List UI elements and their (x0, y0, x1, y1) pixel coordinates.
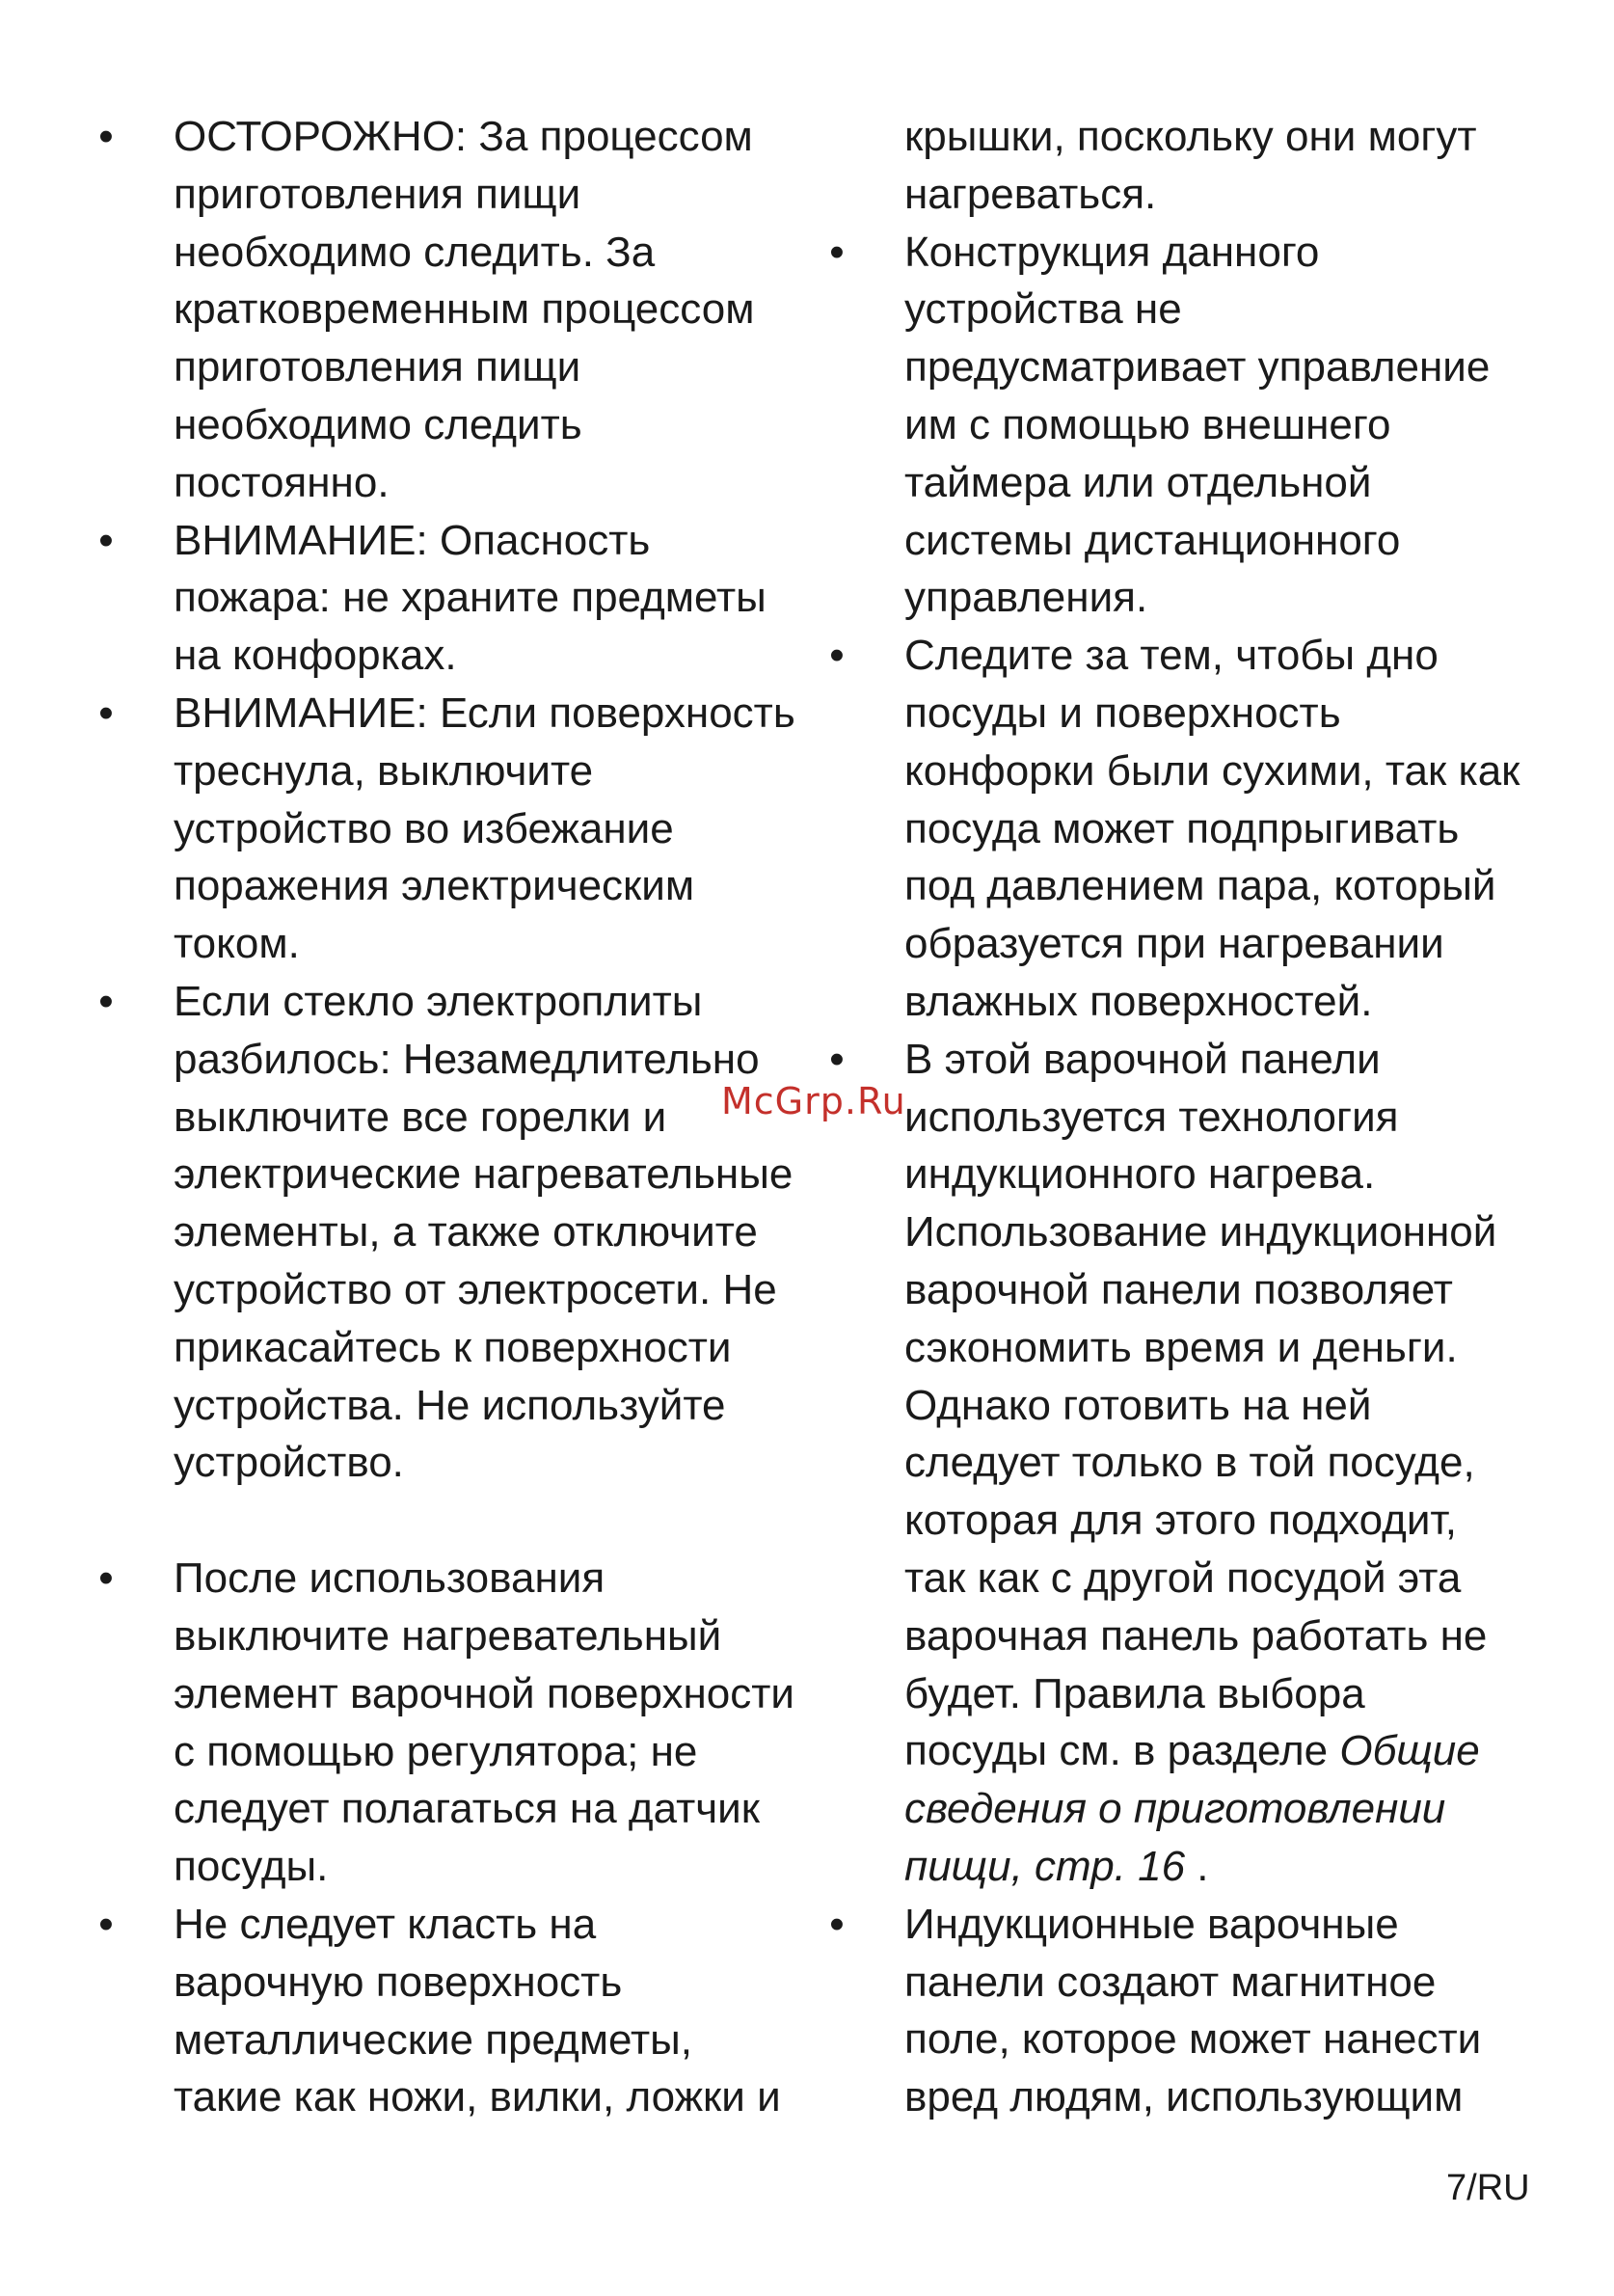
list-item (827, 627, 1541, 1031)
text-line: устройство от электросети. Не (174, 1265, 777, 1313)
spacer (96, 1492, 791, 1550)
section-reference: сведения о приготовлении (904, 1785, 1446, 1833)
left-column (96, 108, 795, 2126)
text-line: выключите все горелки и (174, 1093, 667, 1141)
text-line: следует только в той посуде, (904, 1439, 1475, 1487)
bullet: • (829, 228, 845, 276)
list-item (827, 224, 1541, 628)
list-item (827, 1031, 1541, 1896)
list-item (827, 1896, 1541, 2126)
text-line: ВНИМАНИЕ: Опасность (174, 516, 651, 564)
section-reference: Общие (1339, 1727, 1480, 1775)
text-line: Индукционные варочные (904, 1900, 1399, 1948)
text-line: поражения электрическим (174, 862, 695, 910)
text-line: под давлением пара, который (904, 862, 1496, 910)
text-line: пожара: не храните предметы (174, 574, 767, 622)
text-line: После использования (174, 1554, 605, 1603)
text-line: разбилось: Незамедлительно (174, 1035, 760, 1083)
text-line: ОСТОРОЖНО: За процессом (174, 113, 753, 160)
text-line: Следите за тем, чтобы дно (904, 632, 1439, 680)
text-line: Однако готовить на ней (904, 1381, 1372, 1429)
text-line: нагреваться. (904, 170, 1157, 218)
text-line: необходимо следить (174, 400, 582, 448)
text-line: посуды. (174, 1843, 329, 1891)
text-line: с помощью регулятора; не (174, 1727, 698, 1775)
bullet: • (829, 1900, 845, 1948)
text-line: варочную поверхность (174, 1958, 623, 2006)
text-line: которая для этого подходит, (904, 1497, 1457, 1545)
text-line: влажных поверхностей. (904, 977, 1373, 1025)
text-line: приготовления пищи (174, 170, 581, 218)
text-line: Если стекло электроплиты (174, 977, 703, 1025)
text-line: электрические нагревательные (174, 1150, 794, 1199)
continued-text (827, 108, 1541, 224)
text-line: устройства. Не используйте (174, 1381, 726, 1429)
text-line: устройства не (904, 285, 1182, 334)
text-line: металлические предметы, (174, 2015, 692, 2064)
text-line: таймера или отдельной (904, 458, 1372, 506)
list-item (96, 1550, 794, 1896)
text-line: В этой варочной панели (904, 1035, 1381, 1083)
list-item (96, 685, 795, 973)
text-line: выключите нагревательный (174, 1611, 722, 1660)
text-line: варочная панель работать не (904, 1611, 1488, 1660)
text-line: элемент варочной поверхности (174, 1669, 794, 1717)
page-number: 7/RU (1446, 2168, 1530, 2208)
text-line: им с помощью внешнего (904, 400, 1391, 448)
text-line: используется технология (904, 1093, 1399, 1141)
text-line: прикасайтесь к поверхности (174, 1323, 732, 1371)
text-line: ВНИМАНИЕ: Если поверхность (174, 689, 795, 737)
text-line: системы дистанционного (904, 516, 1401, 564)
right-column (827, 108, 1541, 2126)
page-reference: пищи, стр. 16 (904, 1842, 1186, 1890)
bullet: • (98, 516, 114, 564)
bullet: • (98, 1554, 114, 1603)
text-line: поле, которое может нанести (904, 2015, 1482, 2064)
text-line: элементы, а также отключите (174, 1208, 758, 1256)
text-line: конфорки были сухими, так как (904, 746, 1520, 795)
bullet: • (98, 113, 114, 160)
text-line: Использование индукционной (904, 1208, 1497, 1256)
text-line: Конструкция данного (904, 228, 1320, 276)
text-line: следует полагаться на датчик (174, 1785, 761, 1833)
text-line (904, 1838, 1541, 1896)
text-line: крышки, поскольку они могут (904, 113, 1477, 160)
text-line: управления. (904, 574, 1148, 622)
text-line: панели создают магнитное (904, 1958, 1437, 2006)
bullet: • (98, 977, 114, 1025)
text-line: индукционного нагрева. (904, 1150, 1376, 1199)
text-line: сэкономить время и деньги. (904, 1323, 1458, 1371)
text-line: устройство во избежание (174, 804, 674, 852)
text-line: на конфорках. (174, 632, 457, 680)
text-line: треснула, выключите (174, 746, 594, 795)
text-line: кратковременным процессом (174, 285, 755, 334)
reference-suffix: . (1185, 1842, 1209, 1890)
text-line (904, 1780, 1541, 1838)
watermark: McGrp.Ru (721, 1080, 906, 1122)
text-line: образуется при нагревании (904, 920, 1444, 968)
reference-prefix: посуды см. в разделе (904, 1727, 1340, 1775)
text-line: Не следует класть на (174, 1900, 597, 1948)
text-line: током. (174, 920, 300, 968)
text-line: посуда может подпрыгивать (904, 804, 1460, 852)
bullet: • (98, 689, 114, 737)
text-line: варочной панели позволяет (904, 1265, 1453, 1313)
text-line: предусматривает управление (904, 343, 1491, 392)
text-line: устройство. (174, 1439, 404, 1487)
list-item (96, 973, 794, 1492)
list-item (96, 512, 791, 685)
text-line: вред людям, использующим (904, 2073, 1464, 2121)
text-line: приготовления пищи (174, 343, 581, 392)
list-item (96, 108, 791, 512)
text-line: постоянно. (174, 458, 390, 506)
bullet: • (98, 1900, 114, 1948)
text-line: необходимо следить. За (174, 228, 656, 276)
text-line: такие как ножи, вилки, ложки и (174, 2073, 781, 2121)
text-line: будет. Правила выбора (904, 1669, 1365, 1717)
bullet: • (829, 632, 845, 680)
bullet: • (829, 1035, 845, 1083)
text-line (904, 1722, 1541, 1780)
text-line: так как с другой посудой эта (904, 1553, 1462, 1602)
list-item (96, 1896, 791, 2126)
text-line: посуды и поверхность (904, 689, 1341, 737)
